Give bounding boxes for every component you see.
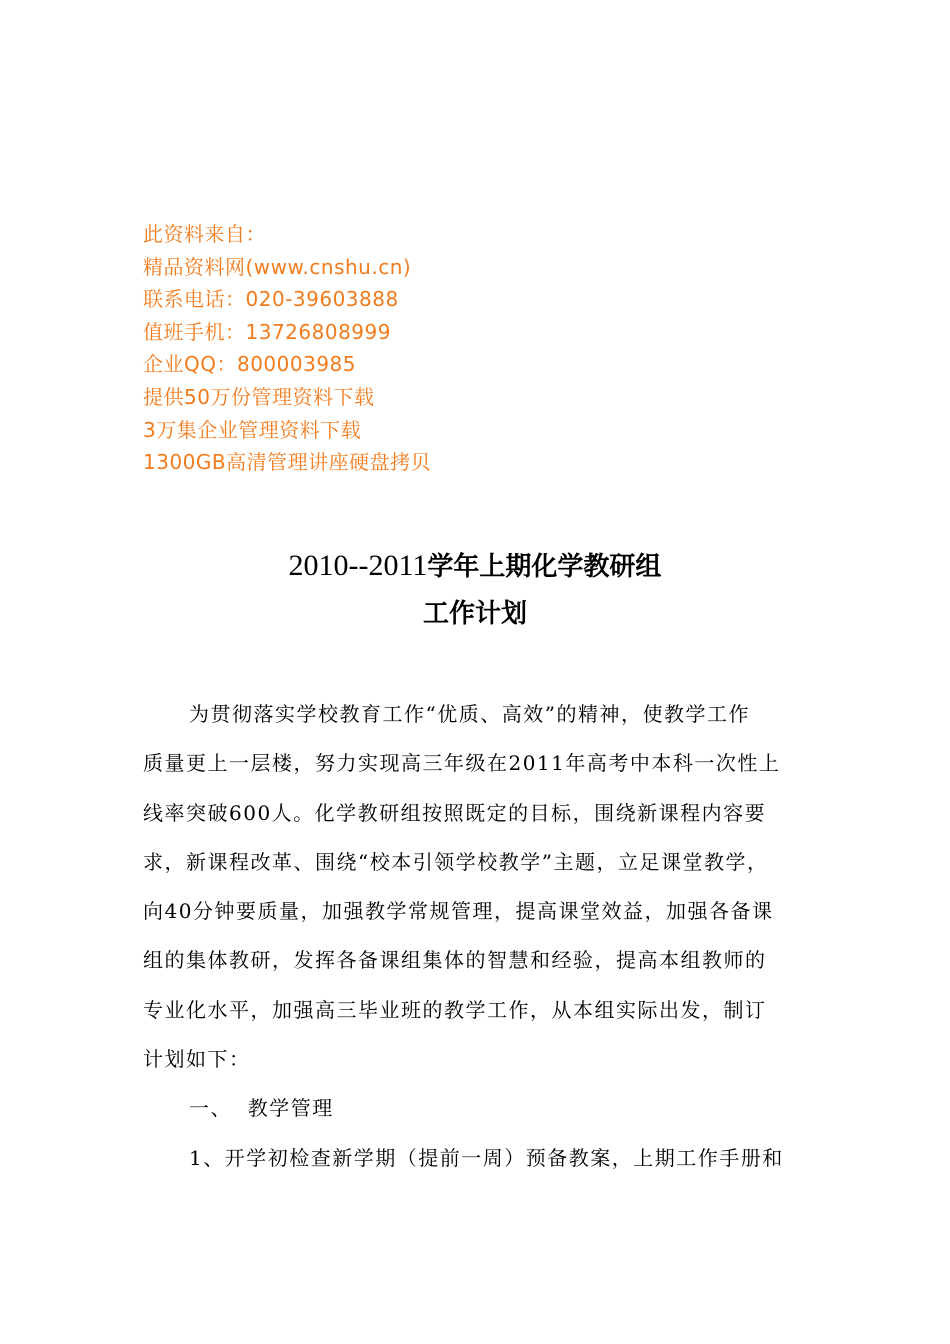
document-body — [143, 690, 823, 1183]
paragraph-line: 为贯彻落实学校教育工作“优质、高效”的精神，使教学工作 — [189, 702, 750, 726]
source-line-phone: 联系电话：020-39603888 — [143, 287, 399, 312]
source-info-block — [143, 218, 743, 479]
document-subtitle: 工作计划 — [422, 599, 527, 629]
document-title — [0, 546, 950, 587]
source-line-offer-3: 1300GB高清管理讲座硬盘拷贝 — [143, 450, 432, 475]
paragraph-line: 质量更上一层楼，努力实现高三年级在2011年高考中本科一次性上 — [143, 751, 781, 776]
source-line-offer-2: 3万集企业管理资料下载 — [143, 417, 362, 442]
paragraph-line: 组的集体教研，发挥各备课组集体的智慧和经验，提高本组教师的 — [143, 948, 767, 973]
source-line-website: 精品资料网(www.cnshu.cn) — [143, 254, 412, 279]
paragraph-line: 计划如下： — [143, 1047, 251, 1072]
paragraph-line: 专业化水平，加强高三毕业班的教学工作，从本组实际出发，制订 — [143, 997, 767, 1022]
source-line-qq: 企业QQ：800003985 — [143, 352, 357, 377]
source-line-mobile: 值班手机：13726808999 — [143, 319, 391, 344]
source-line-offer-1: 提供50万份管理资料下载 — [143, 384, 375, 409]
paragraph-line: 向40分钟要质量，加强教学常规管理，提高课堂效益，加强各备课 — [143, 899, 774, 924]
title-subject: 学年上期化学教研组 — [427, 552, 662, 582]
section-heading: 一、 教学管理 — [189, 1096, 334, 1121]
source-line-header: 此资料来自： — [143, 222, 266, 246]
paragraph-line: 线率突破600人。化学教研组按照既定的目标，围绕新课程内容要 — [143, 800, 767, 825]
paragraph-line: 求，新课程改革、围绕“校本引领学校教学”主题，立足课堂教学， — [143, 849, 769, 874]
title-year: 2010--2011 — [288, 549, 428, 582]
list-item: 1、开学初检查新学期（提前一周）预备教案，上期工作手册和 — [189, 1145, 784, 1170]
